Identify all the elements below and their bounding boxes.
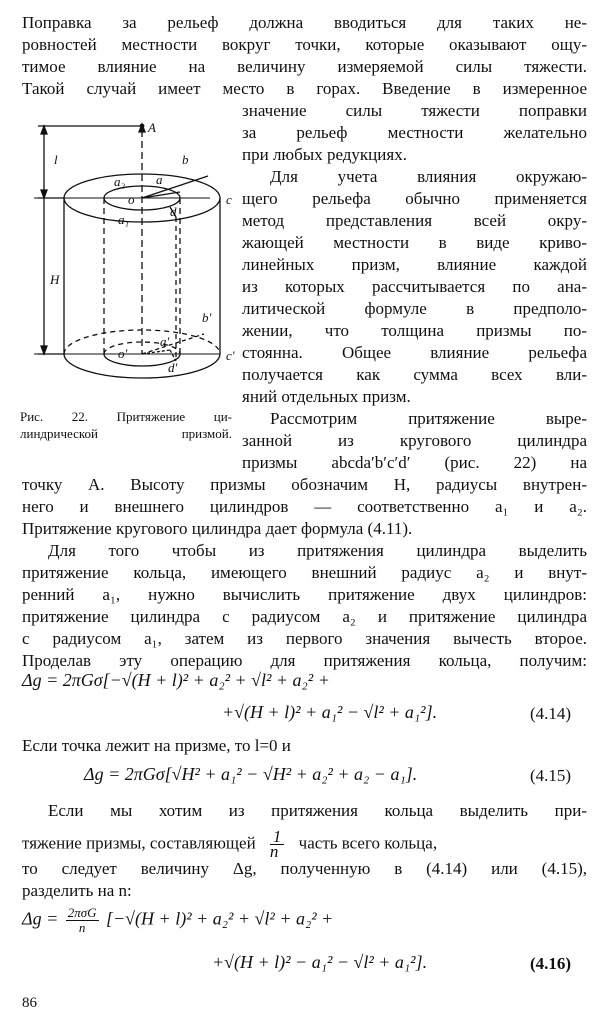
text-line: Для того чтобы из притяжения цилиндра выделить — [48, 541, 587, 560]
text-line: метод представления всей окру- — [242, 211, 587, 230]
text-fragment: тяжение призмы, составляющей — [22, 833, 256, 853]
fraction-2pisigmaG-over-n — [66, 906, 99, 935]
text-line: жении, что толщина призмы по- — [242, 321, 587, 340]
text-line: ровностей местности вокруг точки, которые оказывают ощу- — [22, 35, 587, 54]
text-line: то следует величину Δg, полученную в (4.14) или (4.15), — [22, 859, 587, 878]
figure-label-a2: a₂ — [114, 174, 126, 189]
text-line: с радиусом a₁, затем из первого значения вычесть второе. — [22, 629, 587, 648]
figure-label-a: a — [156, 172, 163, 187]
fraction-numerator: 1 — [270, 830, 285, 845]
text-line: притяжение кольца, имеющего внешний радиус a₂ и внут- — [22, 563, 587, 582]
page-number: 86 — [22, 995, 37, 1011]
text-line: тимое влияние на величину измеряемой силы тяжести. — [22, 57, 587, 76]
equation-number: (4.16) — [530, 954, 572, 973]
text-line: за рельеф местности желательно — [242, 123, 587, 142]
text-line: при любых редукциях. — [242, 145, 407, 164]
figure-label-b-prime: b′ — [202, 310, 212, 325]
text-line: стоянна. Общее влияние рельефа — [242, 343, 587, 362]
text-line: Поправка за рельеф должна вводиться для таких не- — [22, 13, 587, 32]
equation-4-16-line2: +√(H + l)² − a₁² − √l² + a₁²]. — [212, 952, 428, 972]
figure-label-a1: a₁ — [118, 212, 130, 227]
fraction-denominator: n — [269, 842, 279, 861]
text-line: занной из кругового цилиндра — [242, 431, 587, 450]
equation-4-14-line2: +√(H + l)² + a₁² − √l² + a₁²]. — [222, 702, 438, 722]
text-line: Если мы хотим из притяжения кольца выделить при- — [48, 801, 587, 820]
figure-label-b: b — [182, 152, 189, 167]
text-line: яний отдельных призм. — [242, 387, 411, 406]
figure-label-d: d — [170, 204, 177, 219]
figure-caption: Рис. 22. Притяжение ци- — [20, 409, 232, 424]
text-line: Рассмотрим притяжение выре- — [270, 409, 587, 428]
text-line — [22, 827, 587, 861]
figure-label-l: l — [54, 152, 58, 167]
figure-label-o: o — [128, 192, 135, 207]
text-line: щего рельефа обычно применяется — [242, 189, 587, 208]
text-line: притяжение цилиндра с радиусом a₂ и притяжение цилиндра — [22, 607, 587, 626]
text-line: точку A. Высоту призмы обозначим H, радиусы внутрен- — [22, 475, 587, 494]
fraction-1-over-n — [269, 827, 285, 861]
text-line: из которых рассчитывается по ана- — [242, 277, 587, 296]
text-line: ренний a₁, нужно вычислить притяжение двух цилиндров: — [22, 585, 587, 604]
figure-label-d-prime: d′ — [168, 360, 178, 375]
figure-label-c-prime: c′ — [226, 348, 235, 363]
figure-label-a-prime: a′ — [160, 334, 170, 349]
text-line: разделить на n: — [22, 881, 132, 900]
text-line: Если точка лежит на призме, то l=0 и — [22, 736, 291, 755]
figure-label-c: c — [226, 192, 232, 207]
figure-label-o-prime: o′ — [118, 346, 128, 361]
equation-body: [−√(H + l)² + a₂² + √l² + a₂² + — [106, 908, 334, 929]
text-fragment: часть всего кольца, — [298, 833, 438, 853]
fraction-numerator: 2πσG — [67, 905, 97, 920]
text-line: значение силы тяжести поправки — [242, 101, 587, 120]
text-line: него и внешнего цилиндров — соответственно a₁ и a₂. — [22, 497, 587, 516]
text-line: литической формуле в предполо- — [242, 299, 587, 318]
text-line: Проделав эту операцию для притяжения кольца, получим: — [22, 651, 587, 670]
equation-4-16-line1 — [22, 906, 333, 935]
text-line: линейных призм, влияние каждой — [242, 255, 587, 274]
equation-number: (4.14) — [530, 704, 572, 723]
figure-caption: линдрической призмой. — [20, 426, 232, 441]
text-line: Притяжение кругового цилиндра дает формула (4.11). — [22, 519, 413, 538]
cylinder-prism-figure — [20, 112, 235, 402]
text-line: Для учета влияния окружаю- — [270, 167, 587, 186]
equation-lhs: Δg = — [22, 908, 59, 929]
equation-4-15: Δg = 2πGσ[√H² + a₁² − √H² + a₂² + a₂ − a₁]. — [84, 764, 418, 784]
figure-label-A: A — [148, 120, 156, 135]
equation-4-14-line1: Δg = 2πGσ[−√(H + l)² + a₂² + √l² + a₂² + — [22, 670, 330, 690]
equation-number: (4.15) — [530, 766, 572, 785]
text-line: получается как сумма всех вли- — [242, 365, 587, 384]
text-line: Такой случай имеет место в горах. Введение в измеренное — [22, 79, 587, 98]
fraction-denominator: n — [78, 920, 86, 935]
text-line: жающей местности в виде криво- — [242, 233, 587, 252]
figure-label-H: H — [50, 272, 60, 287]
text-line: призмы abcda′b′c′d′ (рис. 22) на — [242, 453, 587, 472]
